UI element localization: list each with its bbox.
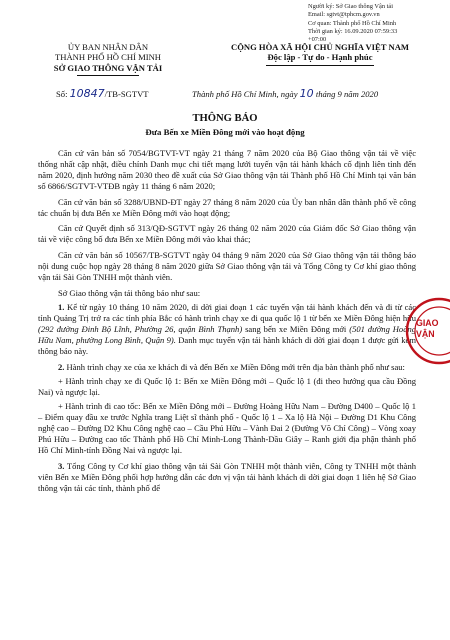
item-3-number: 3. <box>58 460 65 471</box>
national-heading <box>220 42 420 66</box>
paragraph-basis-1: Căn cứ văn bản số 7054/BGTVT-VT ngày 21 tháng 7 năm 2020 của Bộ Giao thông vận tải về việc thống nhất cập nhật, điều chỉnh Danh mục chi tiết mạng lưới tuyến vận tải hành khách cố định liên tỉnh đến năm 2020, định hướng năm 2030 theo đề xuất của Sở Giao thông vận tải Thành phố Hồ Chí Minh tại văn bản số 6866/SGTVT-VTĐB ngày 11 tháng 6 năm 2020; <box>38 148 416 192</box>
paragraph-basis-2: Căn cứ văn bản số 3288/UBND-ĐT ngày 27 tháng 8 năm 2020 của Ủy ban nhân dân thành phố về công tác chuẩn bị đưa Bến xe Miền Đông mới vào hoạt động; <box>38 196 416 218</box>
place-and-date <box>192 87 378 100</box>
national-motto: Độc lập - Tự do - Hạnh phúc <box>267 52 373 63</box>
doc-number-handwritten: 10847 <box>69 87 105 100</box>
signature-timezone: +07:00 <box>308 36 327 44</box>
item-2-route-highway-1: + Hành trình chạy xe đi Quốc lộ 1: Bến xe Miền Đông mới – Quốc lộ 1 (đi theo hướng qua cầu Đồng Nai) và ngược lại. <box>38 375 416 397</box>
authority-underline <box>77 75 139 76</box>
item-2 <box>38 362 416 373</box>
place-date-suffix: tháng 9 năm 2020 <box>313 89 379 99</box>
document-title: THÔNG BÁO <box>192 113 258 124</box>
paragraph-announcement: Sở Giao thông vận tải thông báo như sau: <box>58 287 201 298</box>
item-1-number: 1. <box>58 301 65 312</box>
digital-signature-block <box>308 3 448 44</box>
motto-underline <box>266 65 374 66</box>
document-subtitle: Đưa Bến xe Miền Đông mới vào hoạt động <box>145 127 305 137</box>
signature-signer: Người ký: Sở Giao thông Vận tải <box>308 3 394 10</box>
item-1-new-address: (501 đường Hoàng Hữu Nam, phường Long Bình, Quận 9). <box>38 323 417 345</box>
item-1-text-b: sang bến xe Miền Đông mới <box>242 323 350 334</box>
seal-text-line-2: VẬN <box>416 329 435 339</box>
department-name: SỞ GIAO THÔNG VẬN TẢI <box>53 62 163 73</box>
doc-number-prefix: Số: <box>56 89 70 99</box>
nation-name: CỘNG HÒA XÃ HỘI CHỦ NGHĨA VIỆT NAM <box>230 42 410 52</box>
date-day-handwritten: 10 <box>299 87 314 100</box>
item-1-text-a: Kể từ ngày 10 tháng 10 năm 2020, di dời giai đoạn 1 các tuyến vận tải hành khách đến và đi từ các tỉnh Quảng Trị trở ra các tỉnh phía Bắc có hành trình chạy xe đi qua quốc lộ 1 từ bến xe Miền Đông hiện hữu <box>38 301 416 323</box>
issuing-authority <box>38 42 178 76</box>
signature-agency: Cơ quan: Thành phố Hồ Chí Minh <box>308 19 397 27</box>
seal-text-line-1: GIAO <box>416 318 439 328</box>
document-number <box>56 87 149 100</box>
doc-number-suffix: /TB-SGTVT <box>104 89 149 99</box>
seal-text <box>416 318 450 340</box>
paragraph-basis-4: Căn cứ văn bản số 10567/TB-SGTVT ngày 04 tháng 9 năm 2020 của Sở Giao thông vận tải thông báo nội dung cuộc họp ngày 28 tháng 8 năm 2020 giữa Sở Giao thông vận tải và Tổng Công ty Cơ khí giao thông vận tải Sài Gòn TNHH một thành viên. <box>38 249 416 283</box>
committee-line-1: ỦY BAN NHÂN DÂN <box>67 42 149 52</box>
item-1-text-c: Danh mục tuyến vận tải hành khách di dời giai đoạn 1 được gửi kèm thông báo này. <box>38 334 416 357</box>
item-2-route-expressway: + Hành trình đi cao tốc: Bến xe Miền Đông mới – Đường Hoàng Hữu Nam – Đường D400 – Quốc lộ 1 – Điểm quay đầu xe trước Nghĩa trang Liệt sĩ thành phố - Quốc lộ 1 – Xa lộ Hà Nội – Đường D1 Khu Công nghệ cao – Đường D2 Khu Công nghệ cao – Cầu Phú Hữu – Vành Đai 2 (Đường Võ Chí Công) – Vòng xoay Phú Hữu – Đường cao tốc Thành phố Hồ Chí Minh-Long Thành-Dầu Giây – Ranh giới địa phận thành phố Hồ Chí Minh-tỉnh Đồng Nai và ngược lại. <box>38 400 416 456</box>
item-2-number: 2. <box>58 361 65 372</box>
signature-time: Thời gian ký: 16.09.2020 07:59:33 <box>308 27 398 35</box>
item-2-text: Hành trình chạy xe của xe khách đi và đến Bến xe Miền Đông mới trên địa bàn thành phố như sau: <box>64 361 405 372</box>
place-date-prefix: Thành phố Hồ Chí Minh, ngày <box>192 89 300 99</box>
paragraph-basis-3: Căn cứ Quyết định số 313/QĐ-SGTVT ngày 26 tháng 02 năm 2020 của Giám đốc Sở Giao thông vận tải về việc công bố đưa Bến xe Miền Đông mới vào khai thác; <box>38 223 416 245</box>
item-1-old-address: (292 đường Đinh Bộ Lĩnh, Phường 26, quận Bình Thạnh) <box>38 323 243 334</box>
item-3-text: Tổng Công ty Cơ khí giao thông vận tải Sài Gòn TNHH một thành viên, Công ty TNHH một thành viên Bến xe Miền Đông phối hợp hướng dẫn các đơn vị vận tải hành khách di dời giai đoạn 1 liên hệ Sở Giao thông vận tải các tỉnh, thành phố để <box>38 460 416 493</box>
item-3 <box>38 461 416 494</box>
item-1 <box>38 302 416 357</box>
signature-email: Email: sgtvt@tphcm.gov.vn <box>308 11 380 19</box>
document-body <box>38 148 416 498</box>
committee-line-2: THÀNH PHỐ HỒ CHÍ MINH <box>55 52 161 63</box>
